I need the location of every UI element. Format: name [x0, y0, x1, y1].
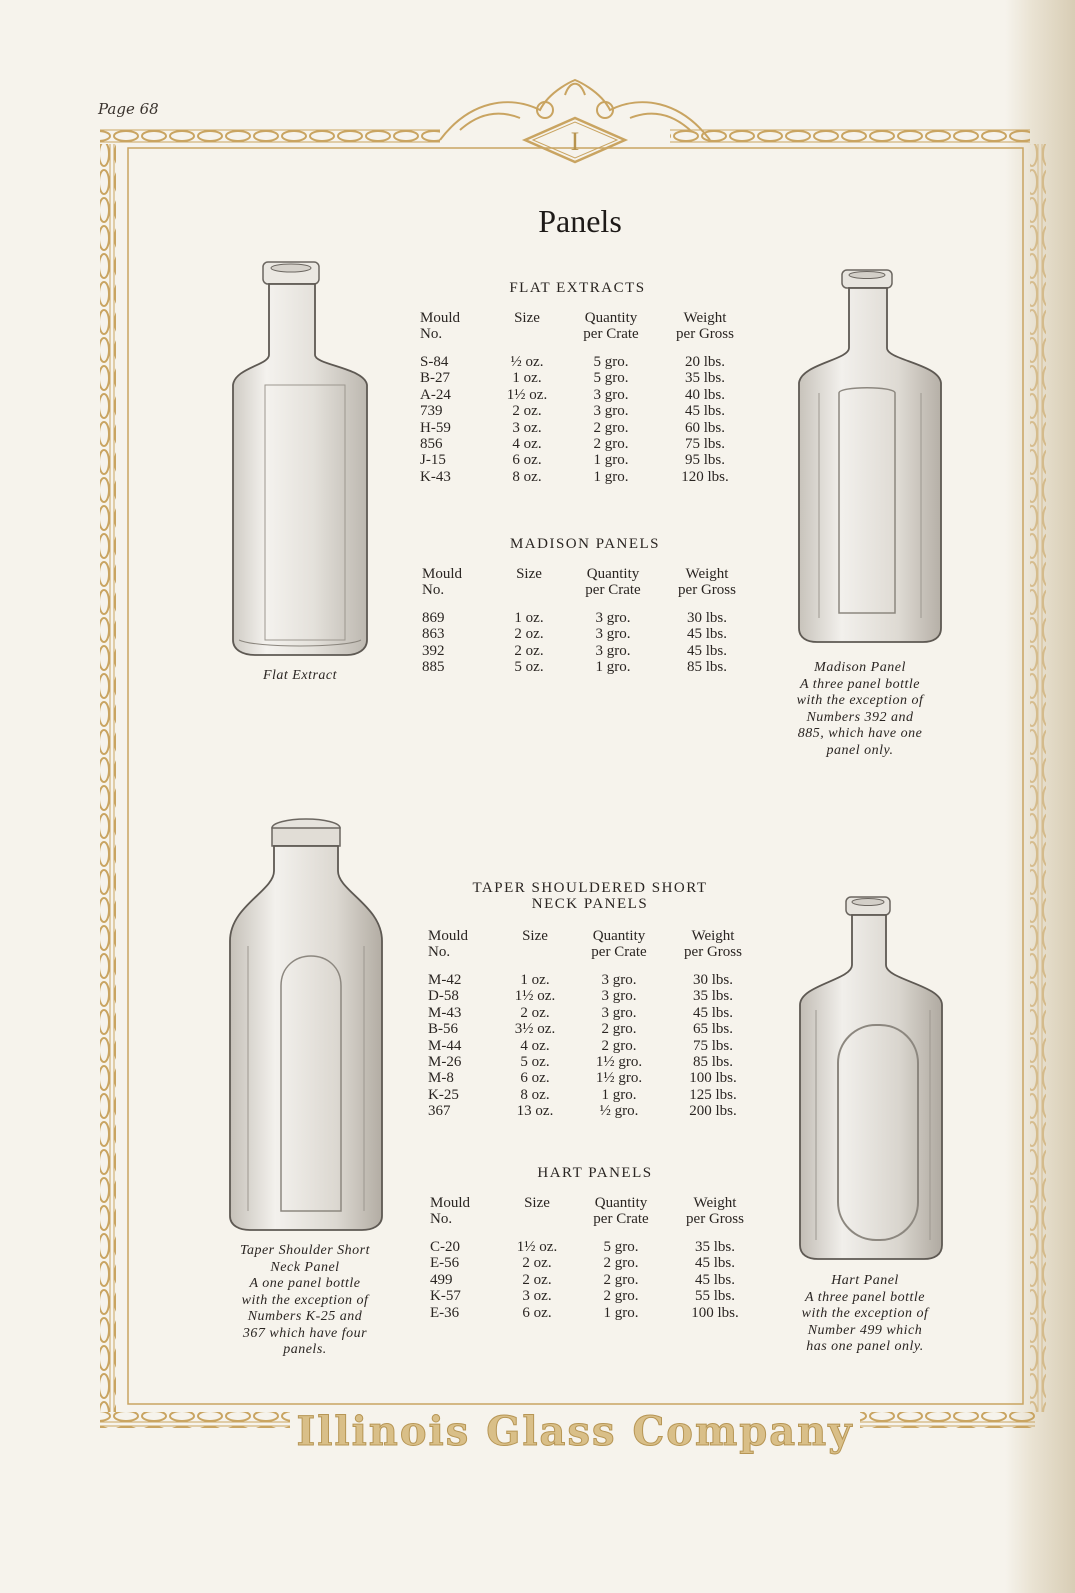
border-top-right [670, 128, 1030, 144]
table-row: C-20 1½ oz. 5 gro. 35 lbs. [430, 1239, 735, 1255]
table-header-row [422, 566, 752, 610]
col-header-size: Size [516, 566, 542, 582]
table-flat-extracts [420, 310, 750, 485]
page-title: Panels [538, 203, 622, 239]
table-row: 869 1 oz. 3 gro. 30 lbs. [422, 610, 727, 626]
col-header-mould: Mould No. [422, 566, 463, 598]
table-header-row [420, 310, 750, 354]
border-right [1030, 144, 1046, 1412]
table-row: 863 2 oz. 3 gro. 45 lbs. [422, 626, 727, 643]
flat-extract-bottle-illustration [225, 260, 375, 660]
table-row: K-57 3 oz. 2 gro. 55 lbs. [430, 1288, 735, 1305]
caption-taper-shoulder: Taper Shoulder Short Neck Panel A one panel bottle with the exception of Numbers K-25 and 367 which have four panels. [239, 1243, 371, 1357]
col-header-size: Size [522, 928, 548, 944]
section-heading-madison-panels: MADISON PANELS [509, 536, 661, 552]
table-row: 499 2 oz. 2 gro. 45 lbs. [430, 1271, 735, 1288]
table-row: M-42 1 oz. 3 gro. 30 lbs. [428, 972, 733, 988]
page-number: Page 68 [98, 100, 159, 118]
table-row: K-25 8 oz. 1 gro. 125 lbs. [428, 1086, 737, 1103]
col-header-quantity: Quantity per Crate [593, 1195, 649, 1227]
table-row: E-56 2 oz. 2 gro. 45 lbs. [430, 1255, 735, 1272]
border-left [100, 144, 116, 1412]
table-row: 367 13 oz. ½ gro. 200 lbs. [428, 1103, 737, 1120]
col-header-weight: Weight per Gross [678, 566, 736, 598]
table-row: M-44 4 oz. 2 gro. 75 lbs. [428, 1037, 733, 1054]
col-header-size: Size [514, 310, 540, 326]
table-hart-panels [430, 1195, 760, 1321]
col-header-quantity: Quantity per Crate [583, 310, 639, 342]
col-header-weight: Weight per Gross [686, 1195, 744, 1227]
table-row: S-84 ½ oz. 5 gro. 20 lbs. [420, 354, 725, 370]
emblem-letter: I [570, 127, 580, 156]
table-row: D-58 1½ oz. 3 gro. 35 lbs. [428, 988, 733, 1005]
table-row: 392 2 oz. 3 gro. 45 lbs. [422, 642, 727, 659]
section-heading-taper-shouldered: TAPER SHOULDERED SHORT NECK PANELS [472, 880, 708, 912]
caption-hart-panel: Hart Panel A three panel bottle with the exception of Number 499 which has one panel only. [801, 1273, 929, 1354]
table-header-row [428, 928, 758, 972]
col-header-weight: Weight per Gross [684, 928, 742, 960]
col-header-size: Size [524, 1195, 550, 1211]
table-header-row [430, 1195, 760, 1239]
table-row: 856 4 oz. 2 gro. 75 lbs. [420, 436, 725, 453]
table-row: J-15 6 oz. 1 gro. 95 lbs. [420, 452, 725, 469]
table-row: M-8 6 oz. 1½ gro. 100 lbs. [428, 1070, 737, 1087]
table-row: K-43 8 oz. 1 gro. 120 lbs. [420, 468, 729, 485]
border-bottom-left [100, 1412, 290, 1428]
table-row: A-24 1½ oz. 3 gro. 40 lbs. [420, 386, 725, 403]
section-heading-hart-panels: HART PANELS [537, 1165, 653, 1181]
border-top-left [100, 128, 440, 144]
caption-madison-panel: Madison Panel A three panel bottle with the exception of Numbers 392 and 885, which have one panel only. [796, 660, 924, 758]
col-header-quantity: Quantity per Crate [585, 566, 641, 598]
table-row: 739 2 oz. 3 gro. 45 lbs. [420, 403, 725, 420]
table-taper-shouldered [428, 928, 758, 1120]
table-row: 885 5 oz. 1 gro. 85 lbs. [422, 659, 727, 676]
col-header-mould: Mould No. [430, 1195, 471, 1227]
table-row: B-56 3½ oz. 2 gro. 65 lbs. [428, 1021, 733, 1038]
taper-shoulder-bottle-illustration [226, 816, 386, 1236]
caption-flat-extract: Flat Extract [262, 668, 338, 683]
table-row: M-43 2 oz. 3 gro. 45 lbs. [428, 1004, 733, 1021]
company-name: Illinois Glass Company [296, 1408, 854, 1455]
table-row: H-59 3 oz. 2 gro. 60 lbs. [420, 419, 725, 436]
col-header-mould: Mould No. [428, 928, 469, 960]
section-heading-flat-extracts: FLAT EXTRACTS [509, 280, 646, 296]
table-row: M-26 5 oz. 1½ gro. 85 lbs. [428, 1054, 733, 1071]
table-row: E-36 6 oz. 1 gro. 100 lbs. [430, 1304, 739, 1321]
border-bottom-right [860, 1412, 1035, 1428]
table-row: B-27 1 oz. 5 gro. 35 lbs. [420, 370, 725, 387]
madison-panel-bottle-illustration [795, 268, 945, 648]
col-header-quantity: Quantity per Crate [591, 928, 647, 960]
col-header-weight: Weight per Gross [676, 310, 734, 342]
col-header-mould: Mould No. [420, 310, 461, 342]
table-madison-panels [422, 566, 752, 676]
hart-panel-bottle-illustration [796, 895, 946, 1265]
